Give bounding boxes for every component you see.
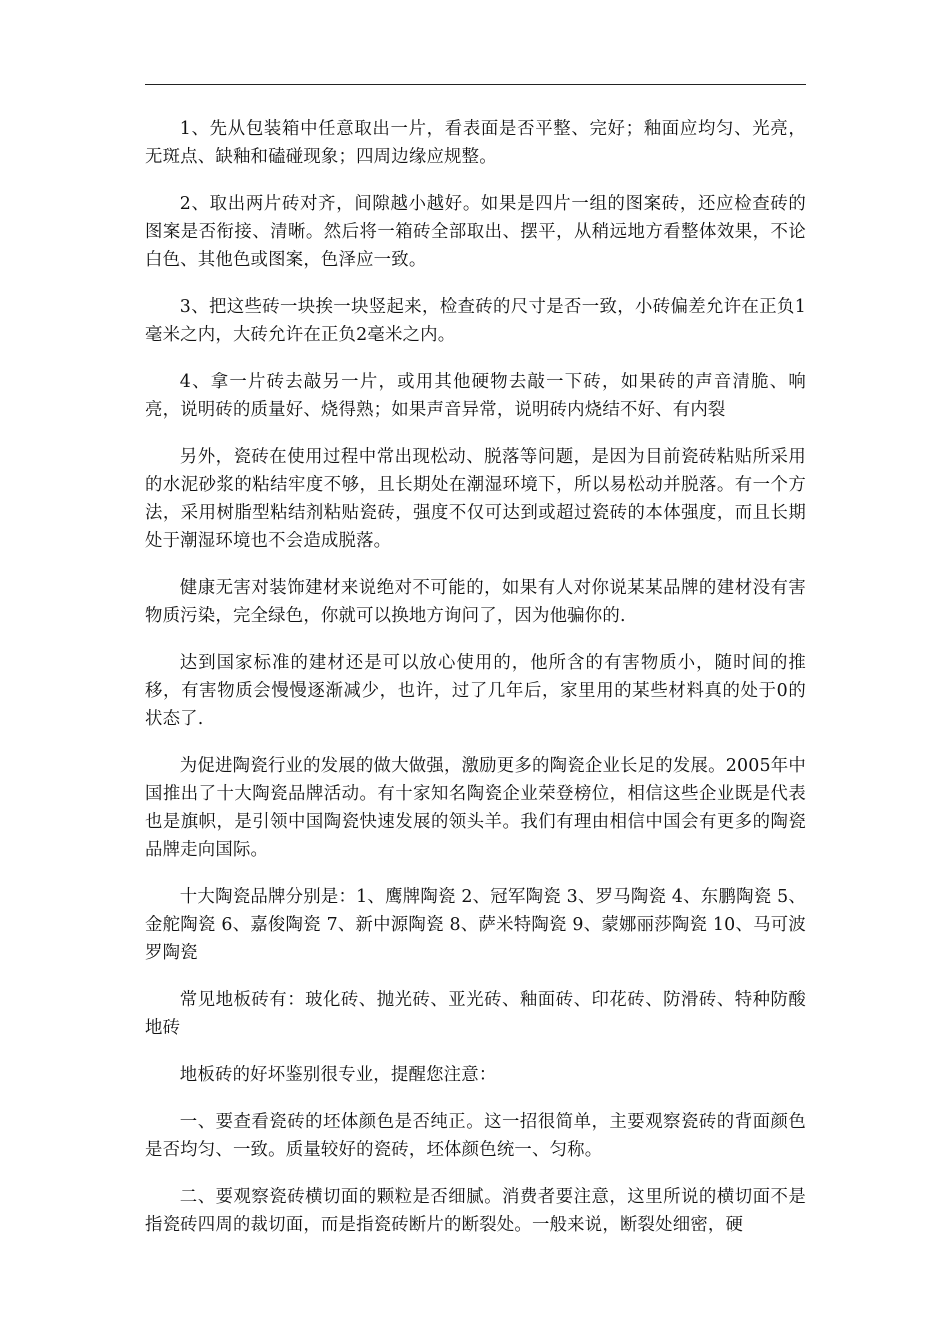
- paragraph-harmless-claim: 健康无害对装饰建材来说绝对不可能的，如果有人对你说某某品牌的建材没有害物质污染，完全绿色，你就可以换地方询问了，因为他骗你的.: [145, 578, 806, 626]
- paragraph-cross-section: 二、要观察瓷砖横切面的颗粒是否细腻。消费者要注意，这里所说的横切面不是指瓷砖四周的裁切面，而是指瓷砖断片的断裂处。一般来说，断裂处细密，硬: [145, 1187, 806, 1235]
- document-body: [145, 115, 806, 1258]
- paragraph-body-color: 一、要查看瓷砖的坯体颜色是否纯正。这一招很简单，主要观察瓷砖的背面颜色是否均匀、一致。质量较好的瓷砖，坯体颜色统一、匀称。: [145, 1112, 806, 1160]
- paragraph-top-brands-intro: 为促进陶瓷行业的发展的做大做强，激励更多的陶瓷企业长足的发展。2005年中国推出了十大陶瓷品牌活动。有十家知名陶瓷企业荣登榜位，相信这些企业既是代表也是旗帜，是引领中国陶瓷快速发展的领头羊。我们有理由相信中国会有更多的陶瓷品牌走向国际。: [145, 756, 806, 860]
- paragraph-tile-types: 常见地板砖有：玻化砖、抛光砖、亚光砖、釉面砖、印花砖、防滑砖、特种防酸地砖: [145, 990, 806, 1038]
- paragraph-identification-note: 地板砖的好坏鉴别很专业，提醒您注意：: [179, 1065, 497, 1085]
- header-rule: [145, 84, 806, 85]
- paragraph-inspect-surface: 1、先从包装箱中任意取出一片，看表面是否平整、完好；釉面应均匀、光亮，无斑点、缺釉和磕碰现象；四周边缘应规整。: [145, 119, 806, 167]
- paragraph-align-tiles: 2、取出两片砖对齐，间隙越小越好。如果是四片一组的图案砖，还应检查砖的图案是否衔接、清晰。然后将一箱砖全部取出、摆平，从稍远地方看整体效果，不论白色、其他色或图案，色泽应一致。: [145, 194, 806, 270]
- paragraph-check-size: 3、把这些砖一块挨一块竖起来，检查砖的尺寸是否一致，小砖偏差允许在正负1毫米之内，大砖允许在正负2毫米之内。: [145, 297, 806, 345]
- paragraph-knock-test: 4、拿一片砖去敲另一片，或用其他硬物去敲一下砖，如果砖的声音清脆、响亮，说明砖的质量好、烧得熟；如果声音异常，说明砖内烧结不好、有内裂: [145, 372, 806, 420]
- paragraph-top-brands-list: 十大陶瓷品牌分别是：1、鹰牌陶瓷 2、冠军陶瓷 3、罗马陶瓷 4、东鹏陶瓷 5、金舵陶瓷 6、嘉俊陶瓷 7、新中源陶瓷 8、萨米特陶瓷 9、蒙娜丽莎陶瓷 10、马可波罗陶瓷: [145, 887, 806, 963]
- paragraph-adhesive: 另外，瓷砖在使用过程中常出现松动、脱落等问题，是因为目前瓷砖粘贴所采用的水泥砂浆的粘结牢度不够，且长期处在潮湿环境下，所以易松动并脱落。有一个方法，采用树脂型粘结剂粘贴瓷砖，强度不仅可达到或超过瓷砖的本体强度，而且长期处于潮湿环境也不会造成脱落。: [145, 447, 806, 551]
- paragraph-national-standard: 达到国家标准的建材还是可以放心使用的，他所含的有害物质小，随时间的推移，有害物质会慢慢逐渐减少，也许，过了几年后，家里用的某些材料真的处于0的状态了.: [145, 653, 806, 729]
